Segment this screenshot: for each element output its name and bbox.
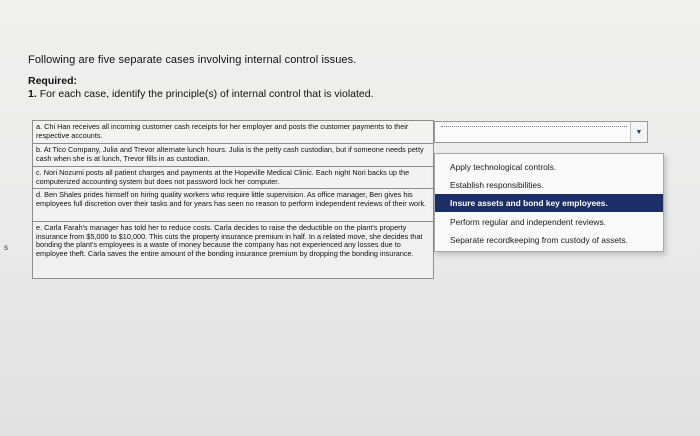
select-placeholder-line (441, 126, 627, 127)
principle-select[interactable] (434, 121, 648, 143)
required-label: Required: (28, 75, 78, 87)
cases-table (32, 120, 434, 279)
dropdown-option-technological-controls[interactable]: Apply technological controls. (450, 162, 557, 172)
dropdown-option-insure-assets[interactable]: Insure assets and bond key employees. (435, 194, 663, 212)
instruction-text: For each case, identify the principle(s) of internal control that is violated. (39, 88, 374, 100)
case-d-cell: d. Ben Shales prides himself on hiring quality workers who require little supervision. As office manager, Ben gives his employees full discretion over their tasks and for years has seen no reason to perform independent reviews of their work. (33, 189, 434, 222)
table-row (33, 222, 434, 279)
table-row (33, 144, 434, 167)
instruction (28, 88, 374, 100)
dropdown-arrow-button[interactable] (630, 122, 647, 142)
chevron-down-icon: ▼ (635, 128, 643, 136)
table-row (33, 189, 434, 222)
case-b-cell: b. At Tico Company, Julia and Trevor alternate lunch hours. Julia is the petty cash custodian, but if someone needs petty cash when she is at lunch, Trevor fills in as custodian. (33, 144, 434, 167)
dropdown-option-establish-responsibilities[interactable]: Establish responsibilities. (450, 180, 544, 190)
margin-mark: s (4, 243, 8, 252)
table-row (33, 121, 434, 144)
principle-dropdown-list (434, 153, 664, 252)
table-row (33, 167, 434, 189)
intro-text: Following are five separate cases involving internal control issues. (28, 54, 357, 66)
dropdown-option-independent-reviews[interactable]: Perform regular and independent reviews. (450, 217, 606, 227)
case-a-cell: a. Chi Han receives all incoming customer cash receipts for her employer and posts the customer payments to their respective accounts. (33, 121, 434, 144)
dropdown-option-separate-recordkeeping[interactable]: Separate recordkeeping from custody of assets. (450, 235, 628, 245)
case-c-cell: c. Nori Nozumi posts all patient charges and payments at the Hopeville Medical Clinic. Each night Nori backs up the computerized accounting system but does not password lock her computer. (33, 167, 434, 189)
case-e-cell: e. Carla Farah's manager has told her to reduce costs. Carla decides to raise the deductible on the plant's property insurance from $5,000 to $10,000. This cuts the property insurance premium in half. In a related move, she decides that bonding the plant's employees is a waste of money because the company has not experienced any losses due to employee theft. Carla saves the entire amount of the bonding insurance premium by dropping the bonding insurance. (33, 222, 434, 279)
instruction-number: 1. (28, 88, 37, 100)
